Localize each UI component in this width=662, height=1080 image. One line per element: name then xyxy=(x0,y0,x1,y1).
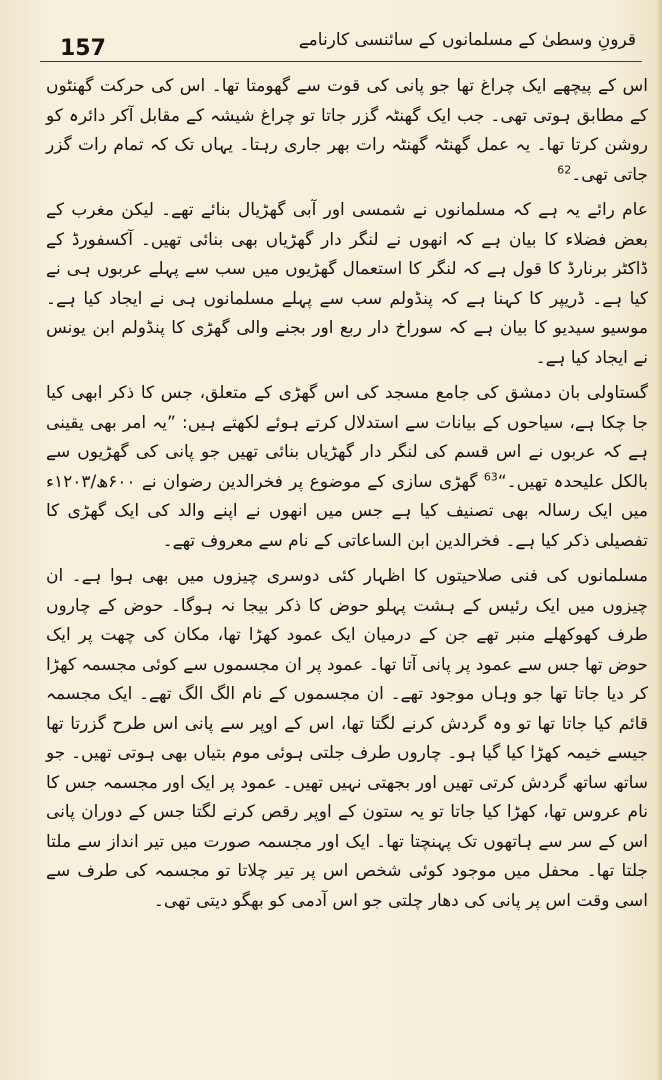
paragraph-text-continued: گھڑی سازی کے موضوع پر فخرالدین رضوان نے ۶۰۰ھ/۱۲۰۳ء میں ایک رسالہ بھی تصنیف کیا ہے جس میں انھوں نے اپنے والد کی ایک گھڑی کا تفصیلی ذکر کیا ہے۔ فخرالدین ابن الساعاتی کے نام سے معروف تھے۔ xyxy=(46,471,648,551)
paragraph-3 xyxy=(46,379,648,556)
page-header xyxy=(0,0,662,70)
paragraph-text: اس کے پیچھے ایک چراغ تھا جو پانی کی قوت سے گھومتا تھا۔ اس کی حرکت گھنٹوں کے مطابق ہوتی تھی۔ جب ایک گھنٹہ گزر جاتا تو چراغ شیشہ کے مقابل آکر دائرہ کو روشن کرتا تھا۔ یہ عمل گھنٹہ گھنٹہ رات بھر جاری رہتا۔ یہاں تک کہ تمام رات گزر جاتی تھی۔ xyxy=(46,76,648,185)
body-text xyxy=(46,72,648,1057)
footnote-ref-63: 63 xyxy=(483,469,498,483)
paragraph-4 xyxy=(46,562,648,916)
paragraph-text: گستاولی بان دمشق کی جامع مسجد کی اس گھڑی کے متعلق، جس کا ذکر ابھی کیا جا چکا ہے، سیاحوں کے بیانات سے استدلال کرتے ہوئے لکھتے ہیں: ”یہ امر بھی یقینی ہے کہ عربوں نے اس قسم کی لنگر دار گھڑیاں بنائی تھیں جو پانی کی گھڑیوں سے بالکل علیحدہ تھیں۔“ xyxy=(46,383,648,492)
paragraph-2 xyxy=(46,196,648,373)
paragraph-text: عام رائے یہ ہے کہ مسلمانوں نے شمسی اور آبی گھڑیال بنائے تھے۔ لیکن مغرب کے بعض فضلاء کا بیان ہے کہ انھوں نے لنگر دار گھڑیاں بھی بنائی تھیں۔ آکسفورڈ کے ڈاکٹر برنارڈ کا قول ہے کہ لنگر کا استعمال گھڑیوں میں سب سے پہلے عربوں ہی نے کیا ہے۔ ڈریپر کا کہنا ہے کہ پنڈولم سب سے پہلے مسلمانوں ہی نے ایجاد کیا ہے۔ موسیو سیدیو کا بیان ہے کہ سوراخ دار ربع اور بجنے والی گھڑی کا پنڈولم ابن یونس نے ایجاد کیا ہے۔ xyxy=(46,200,648,368)
footnote-ref-62: 62 xyxy=(557,162,572,176)
page-number: 157 xyxy=(60,36,106,61)
paragraph-text: مسلمانوں کی فنی صلاحیتوں کا اظہار کئی دوسری چیزوں میں بھی ہوا ہے۔ ان چیزوں میں ایک رئیس کے ہشت پہلو حوض کا ذکر بیجا نہ ہوگا۔ حوض کے چاروں طرف کھوکھلے منبر تھے جن کے درمیان ایک عمود کھڑا تھا، مکان کی چھت پر ایک حوض تھا جس سے عمود پر پانی آتا تھا۔ عمود پر ان مجسموں سے کوئی مجسمہ کھڑا کر دیا جاتا تھا جو وہاں موجود تھے۔ ان مجسموں کے نام الگ الگ تھے۔ ایک مجسمہ قائم کیا جاتا تھا تو وہ گردش کرنے لگتا تھا، اس کے اوپر سے پانی اس طرح گزرتا تھا جیسے خیمہ کھڑا کیا گیا ہو۔ چاروں طرف جلتی ہوئی موم بتیاں بھی ہوتی تھیں۔ جو ساتھ ساتھ گردش کرتی تھیں اور بجھتی نہیں تھیں۔ عمود پر ایک اور مجسمہ جس کا نام عروس تھا، کھڑا کیا جاتا تو یہ ستون کے اوپر رقص کرنے لگتا جس کے دوران پانی اس کے سر سے ہاتھوں تک پہنچتا تھا۔ ایک اور مجسمہ صورت میں تیر انداز سے ملتا جلتا تھا۔ محفل میں موجود کوئی شخص اس پر تیر چلاتا تو مجسمہ کی طرف سے اسی وقت اس پر پانی کی دھار چلتی جو اس آدمی کو بھگو دیتی تھی۔ xyxy=(46,566,648,911)
header-rule xyxy=(40,61,642,62)
paragraph-1 xyxy=(46,72,648,190)
page-edge xyxy=(657,0,662,1080)
running-title: قرونِ وسطیٰ کے مسلمانوں کے سائنسی کارنامے xyxy=(298,30,636,50)
